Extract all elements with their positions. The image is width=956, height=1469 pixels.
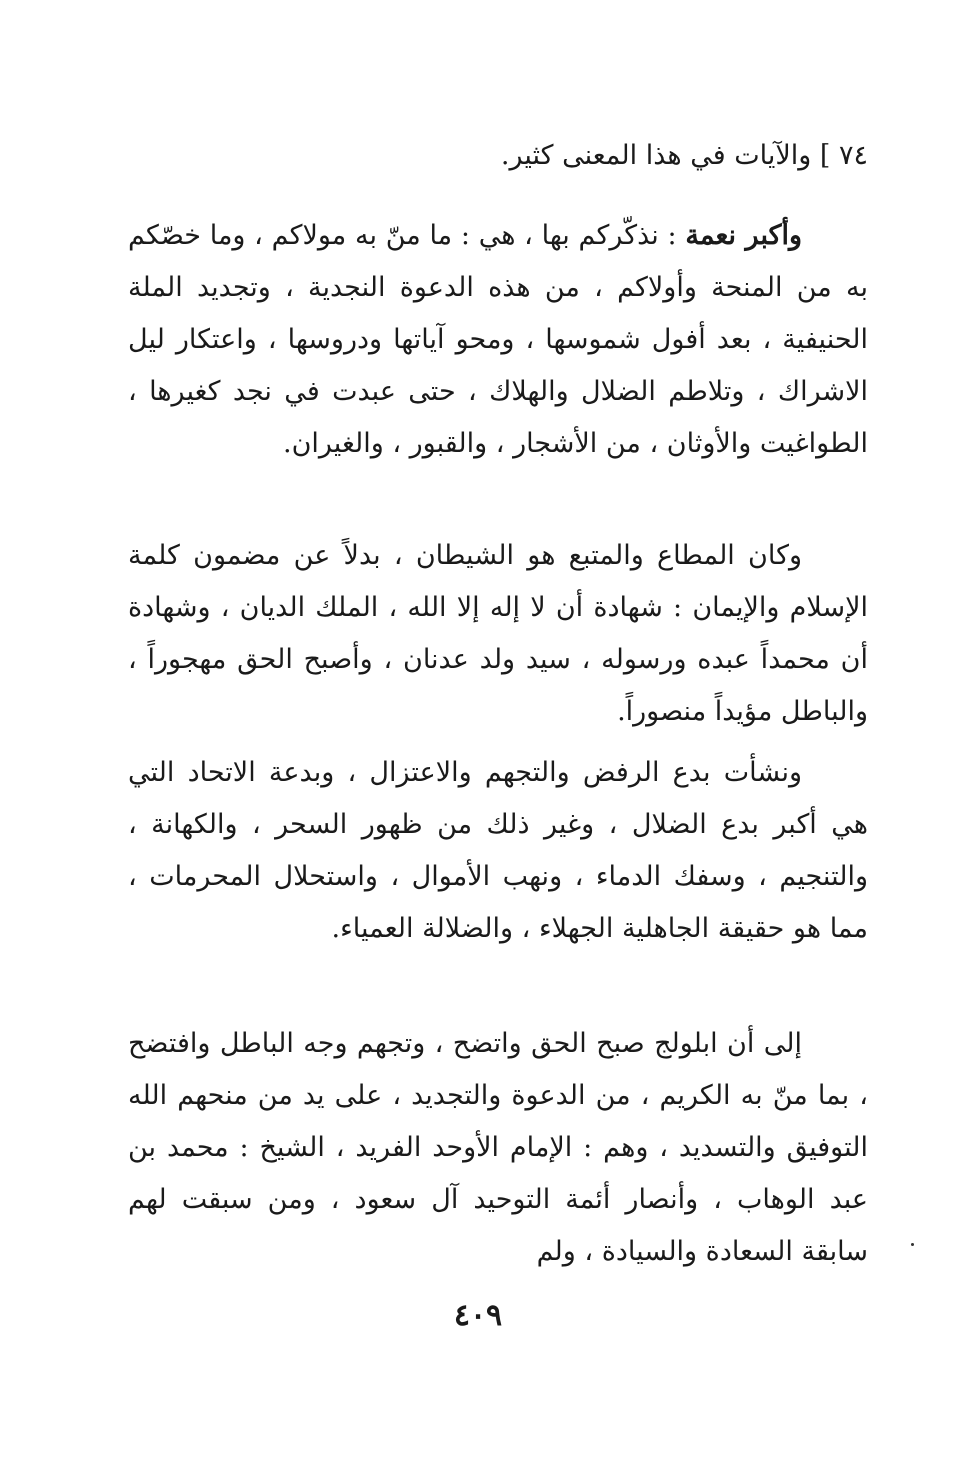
paragraph-dawn-of-truth: إلى أن ابلولج صبح الحق واتضح ، وتجهم وجه الباطل وافتضح ، بما منّ به الكريم ، من الدعوة والتجديد ، على يد من منحهم الله التوفيق والتسديد ، وهم : الإمام الأوحد الفريد ، الشيخ : محمد بن عبد الوهاب ، وأنصار أئمة التوحيد آل سعود ، ومن سبقت لهم سابقة السعادة والسيادة ، ولم	[128, 1028, 868, 1267]
paragraph-greatest-blessing	[128, 210, 868, 470]
paragraph-satan-obeyed: وكان المطاع والمتبع هو الشيطان ، بدلاً عن مضمون كلمة الإسلام والإيمان : شهادة أن لا إله إلا الله ، الملك الديان ، وشهادة أن محمداً عبده ورسوله ، سيد ولد عدنان ، وأصبح الحق مهجوراً ، والباطل مؤيداً منصوراً.	[128, 540, 868, 727]
paragraph-innovations: ونشأت بدع الرفض والتجهم والاعتزال ، وبدعة الاتحاد التي هي أكبر بدع الضلال ، وغير ذلك من ظهور السحر ، والكهانة ، والتنجيم ، وسفك الدماء ، ونهب الأموال ، واستحلال المحرمات ، مما هو حقيقة الجاهلية الجهلاء ، والضلالة العمياء.	[128, 757, 868, 944]
page-number: ٤٠٩	[453, 1298, 503, 1333]
margin-dot-mark	[911, 1243, 914, 1246]
footnote-continuation-line: ٧٤ ] والآيات في هذا المعنى كثير.	[500, 140, 868, 171]
paragraph-lead-bold: وأكبر نعمة	[685, 220, 802, 251]
paragraph-body: : نذكّركم بها ، هي : ما منّ به مولاكم ، وما خصّكم به من المنحة وأولاكم ، من هذه الدعوة النجدية ، وتجديد الملة الحنيفية ، بعد أفول شموسها ، ومحو آياتها ودروسها ، واعتكار ليل الاشراك ، وتلاطم الضلال والهلاك ، حتى عبدت في نجد كغيرها ، الطواغيت والأوثان ، من الأشجار ، والقبور ، والغيران.	[128, 220, 868, 459]
